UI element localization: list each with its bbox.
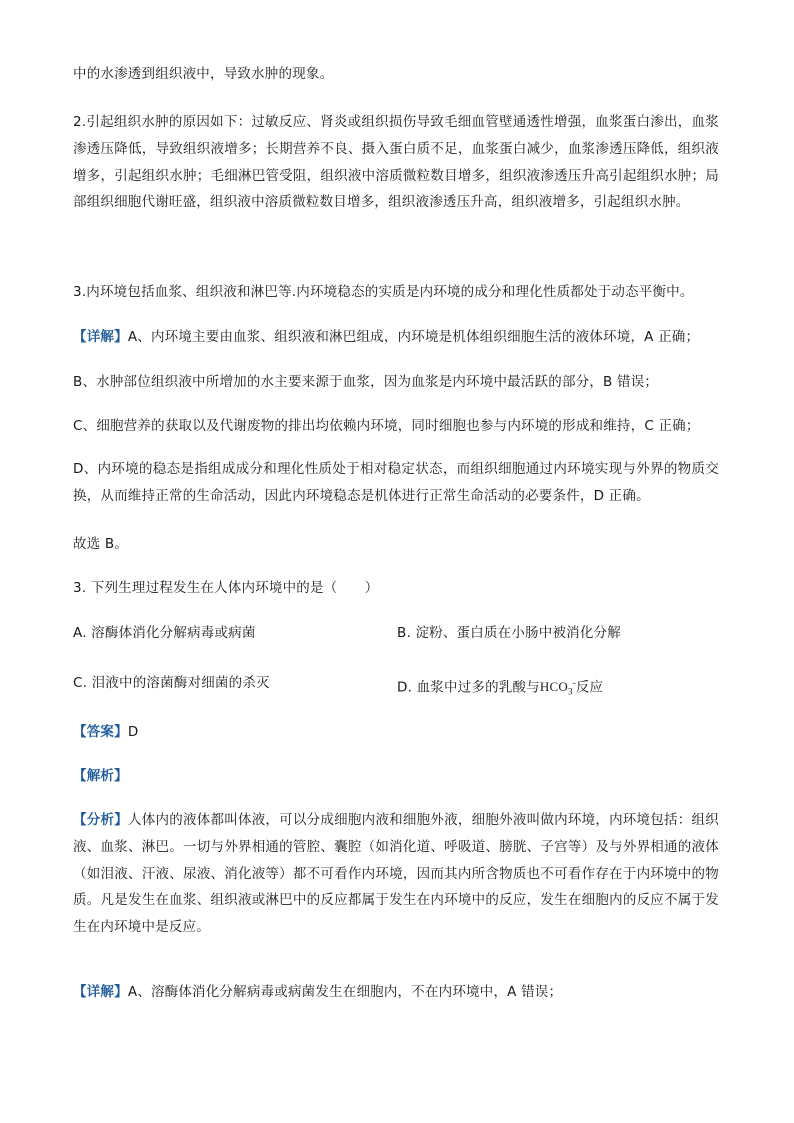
detail-option-c: C、细胞营养的获取以及代谢废物的排出均依赖内环境，同时细胞也参与内环境的形成和维持，C 正确； [73, 418, 700, 434]
option-a[interactable]: A. 溶酶体消化分解病毒或病菌 [73, 625, 256, 641]
text-line-internal-environment: 3.内环境包括血浆、组织液和淋巴等.内环境稳态的实质是内环境的成分和理化性质都处于动态平衡中。 [73, 284, 694, 300]
option-d-text: D. 血浆中过多的乳酸与 [397, 679, 540, 696]
answer-line [73, 722, 138, 742]
answer-value: D [127, 724, 139, 740]
paragraph-edema-causes: 2.引起组织水肿的原因如下：过敏反应、肾炎或组织损伤导致毛细血管壁通透性增强，血浆蛋白渗出，血浆渗透压降低，导致组织液增多；长期营养不良、摄入蛋白质不足，血浆蛋白减少，血浆渗透压降低，组织液增多，引起组织水肿；毛细淋巴管受阻，组织液中溶质微粒数目增多，组织液渗透压升高引起组织水肿；局部组织细胞代谢旺盛，组织液中溶质微粒数目增多，组织液渗透压升高，组织液增多，引起组织水肿。 [73, 114, 719, 211]
detail-2-line [73, 982, 562, 1002]
fenxi-text: 人体内的液体都叫体液，可以分成细胞内液和细胞外液，细胞外液叫做内环境，内环境包括：组织液、血浆、淋巴。一切与外界相通的管腔、囊腔（如消化道、呼吸道、膀胱、子宫等）及与外界相通的液体（如泪液、汗液、尿液、消化液等）都不可看作内环境，因而其内所含物质也不可看作存在于内环境中的物质。凡是发生在血浆、组织液或淋巴中的反应都属于发生在内环境中的反应，发生在细胞内的反应不属于发生在内环境中是反应。 [73, 812, 719, 936]
options-row-cd [73, 673, 723, 697]
option-d-text-end: 反应 [575, 679, 604, 696]
analysis-heading [73, 766, 128, 786]
option-d[interactable] [397, 673, 603, 702]
options-row-ab [73, 623, 723, 643]
option-b[interactable]: B. 淀粉、蛋白质在小肠中被消化分解 [397, 625, 621, 641]
bicarbonate-formula: $HCO_3^-$ [539, 678, 576, 697]
option-c[interactable]: C. 泪液中的溶菌酶对细菌的杀灭 [73, 675, 270, 691]
detail-tag: 【详解】 [73, 329, 128, 345]
detail-option-a [73, 327, 699, 347]
conclusion-line: 故选 B。 [73, 536, 129, 552]
text-line-edema-end: 中的水渗透到组织液中，导致水肿的现象。 [73, 66, 334, 82]
detail-2-tag: 【详解】 [73, 984, 128, 1000]
answer-tag: 【答案】 [73, 724, 128, 740]
fenxi-tag: 【分析】 [73, 812, 128, 828]
analysis-paragraph [73, 807, 719, 941]
detail-option-d: D、内环境的稳态是指组成成分和理化性质处于相对稳定状态，而组织细胞通过内环境实现与外界的物质交换，从而维持正常的生命活动，因此内环境稳态是机体进行正常生命活动的必要条件，D 正确。 [73, 461, 719, 504]
detail-text: A、内环境主要由血浆、组织液和淋巴组成，内环境是机体组织细胞生活的液体环境，A 正确； [127, 329, 700, 345]
analysis-tag: 【解析】 [73, 768, 128, 784]
detail-option-b: B、水肿部位组织液中所增加的水主要来源于血浆，因为血浆是内环境中最活跃的部分，B 错误； [73, 374, 659, 390]
question-3-stem: 3. 下列生理过程发生在人体内环境中的是（ ） [73, 580, 379, 596]
detail-2-text: A、溶酶体消化分解病毒或病菌发生在细胞内，不在内环境中，A 错误； [127, 984, 563, 1000]
